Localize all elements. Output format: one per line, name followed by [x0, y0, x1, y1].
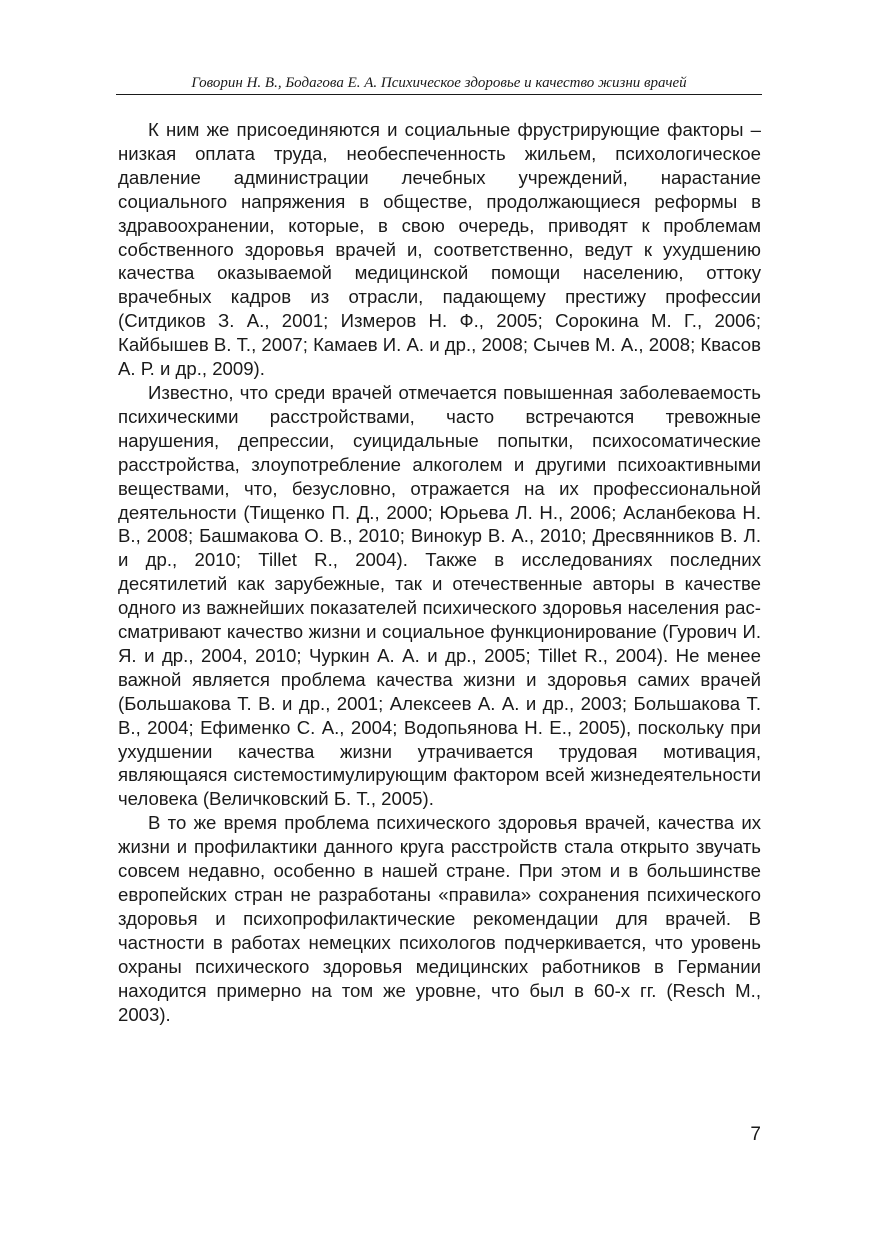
- page-number: 7: [750, 1124, 761, 1145]
- paragraph: Известно, что среди врачей отмечается повышенная заболеваемость психическими расстройствами, часто встречаются тревожные нарушения, депрессии, суицидальные попытки, психосоматические расстройства, злоупотребление алкоголем и другими психоактивными веществами, что, безусловно, отражается на их профессиональной деятельности (Тищенко П. Д., 2000; Юрьева Л. Н., 2006; Асланбекова Н. В., 2008; Башмакова О. В., 2010; Винокур В. А., 2010; Дресвянников В. Л. и др., 2010; Tillet R., 2004). Также в исследованиях последних десятилетий как зарубежные, так и отечественные авторы в качестве одного из важнейших показателей психического здоровья населения рассматривают качество жизни и социальное функционирование (Гурович И. Я. и др., 2004, 2010; Чуркин А. А. и др., 2005; Tillet R., 2004). Не менее важной является проблема качества жизни и здоровья самих врачей (Большакова Т. В. и др., 2001; Алексеев А. А. и др., 2003; Большакова Т. В., 2004; Ефименко С. А., 2004; Водопьянова Н. Е., 2005), поскольку при ухудшении качества жизни утрачивается трудовая мотивация, являющаяся системостимулирующим фактором всей жизнедеятельности человека (Величковский Б. Т., 2005).: [118, 381, 761, 810]
- running-header: Говорин Н. В., Бодагова Е. А. Психическое здоровье и качество жизни врачей: [191, 75, 687, 91]
- paragraph: К ним же присоединяются и социальные фрустрирующие факторы – низкая оплата труда, необеспеченность жильем, психологическое давление администрации лечебных учреждений, нарастание социального напряжения в обществе, продолжающиеся реформы в здравоохранении, которые, в свою очередь, приводят к проблемам собственного здоровья врачей и, соответственно, ведут к ухудшению качества оказываемой медицинской помощи населению, оттоку врачебных кадров из отрасли, падающему престижу профессии (Ситдиков З. А., 2001; Измеров Н. Ф., 2005; Сорокина М. Г., 2006; Кайбышев В. Т., 2007; Камаев И. А. и др., 2008; Сычев М. А., 2008; Квасов А. Р. и др., 2009).: [118, 119, 761, 380]
- body-text: [118, 118, 761, 1026]
- header-rule: [116, 94, 762, 95]
- paragraph: В то же время проблема психического здоровья врачей, качества их жизни и профилактики данного круга расстройств стала открыто звучать совсем недавно, особенно в нашей стране. При этом и в большинстве европейских стран не разработаны «правила» сохранения психического здоровья и психопрофилактические рекомендации для врачей. В частности в работах немецких психологов подчеркивается, что уровень охраны психического здоровья медицинских работников в Германии находится примерно на том же уровне, что был в 60-х гг. (Resch M., 2003).: [118, 812, 761, 1025]
